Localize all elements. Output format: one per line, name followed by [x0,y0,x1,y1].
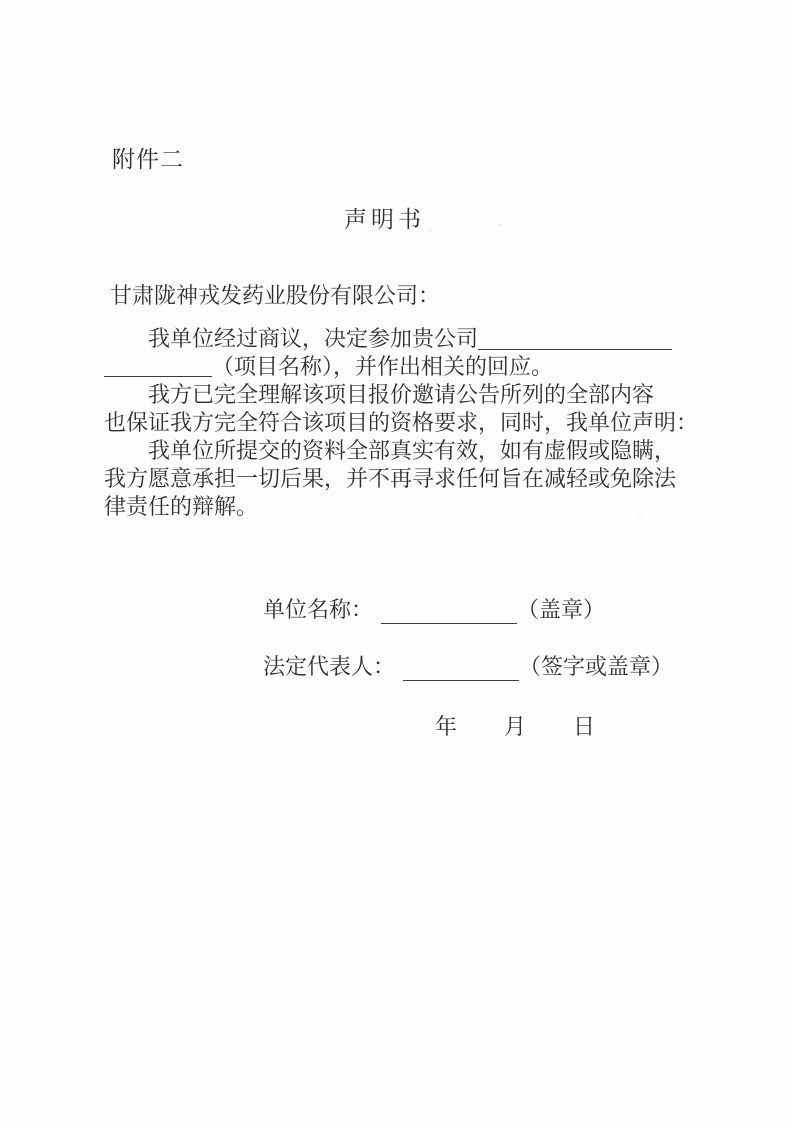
date-line [435,714,595,742]
body-line-p1-2 [104,354,672,382]
recipient-salutation: 甘肃陇神戎发药业股份有限公司： [110,284,441,309]
body-line-p1-1 [104,326,672,354]
date-day-label: 日 [573,715,596,740]
legal-rep-sign-note: （签字或盖章） [519,655,674,680]
body-line-p2-1 [104,382,672,410]
blank-project-name-part2 [104,354,212,377]
legal-rep-row [263,654,673,682]
p1-line1-text: 我单位经过商议，决定参加贵公司 [148,327,479,352]
blank-unit-name [381,601,517,624]
paragraph-indent [104,326,148,354]
p3-line2-text: 我方愿意承担一切后果，并不再寻求任何旨在减轻或免除法 [104,467,677,492]
attachment-label: 附件二 [112,147,184,173]
date-year-label: 年 [435,715,458,740]
blank-legal-rep [403,658,519,681]
p2-line2-text: 也保证我方完全符合该项目的资格要求，同时，我单位声明： [104,411,699,436]
page-title: 声明书 [344,207,425,233]
declaration-body [104,326,699,522]
paragraph-indent [104,382,148,410]
unit-name-seal-note: （盖章） [517,598,606,623]
legal-rep-label: 法定代表人： [263,655,396,680]
paragraph-indent [104,438,148,466]
unit-name-label: 单位名称： [263,598,374,623]
unit-name-row [263,597,605,625]
body-line-p2-2 [104,410,699,438]
p2-line1-text: 我方已完全理解该项目报价邀请公告所列的全部内容 [148,383,655,408]
p3-line3-text: 律责任的辩解。 [104,495,259,520]
date-month-label: 月 [504,715,527,740]
body-line-p3-2 [104,466,677,494]
body-line-p3-3 [104,494,672,522]
blank-project-name-part1 [478,326,672,350]
p3-line1-text: 我单位所提交的资料全部真实有效，如有虚假或隐瞒， [148,439,677,464]
p1-line2-text: （项目名称），并作出相关的回应。 [212,355,554,380]
body-line-p3-1 [104,438,677,466]
